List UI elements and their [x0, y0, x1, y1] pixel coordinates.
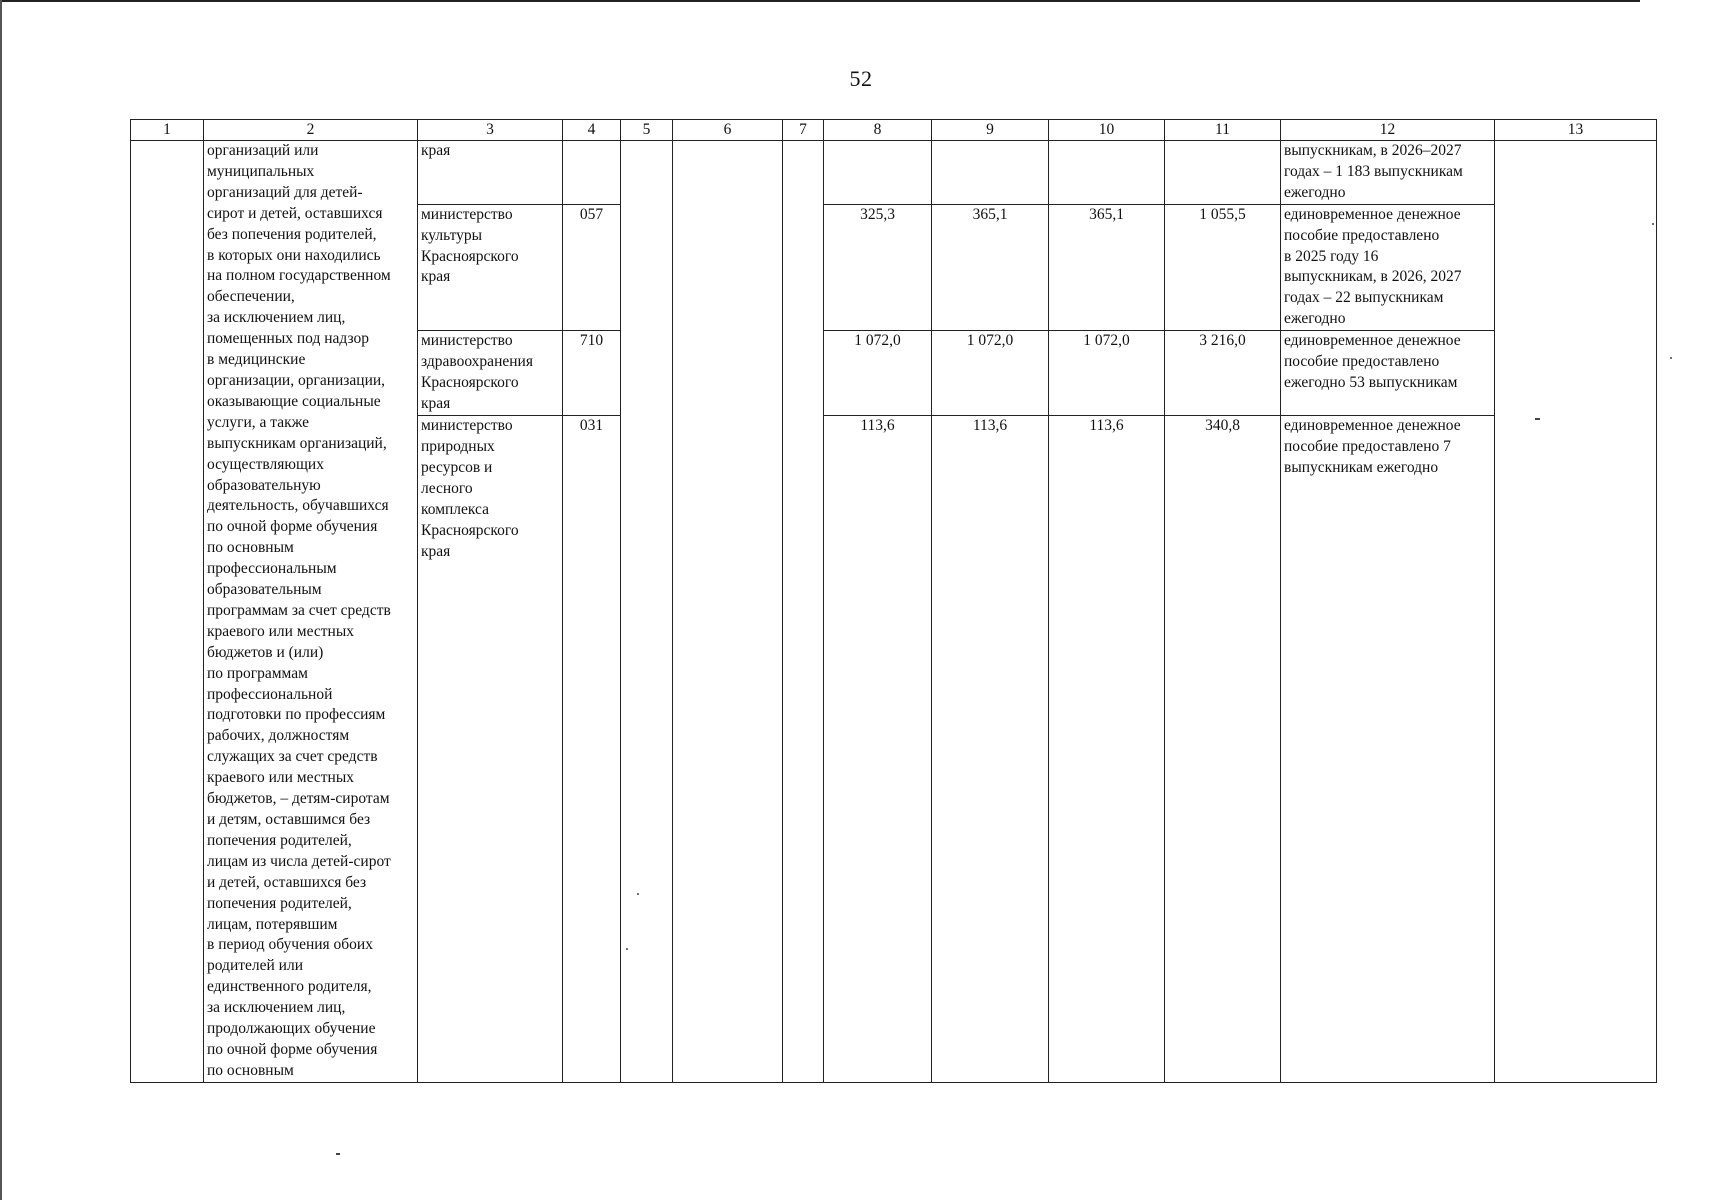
value-cell-9: 365,1 [932, 204, 1049, 331]
result-cell: единовременное денежное пособие предоставлено ежегодно 53 выпускникам [1281, 331, 1495, 416]
scan-speck [1670, 357, 1672, 359]
value-cell-8 [824, 141, 932, 205]
header-cell-2: 2 [204, 120, 418, 141]
result-cell: единовременное денежное пособие предоставлено в 2025 году 16 выпускникам, в 2026, 2027 годах – 22 выпускникам ежегодно [1281, 204, 1495, 331]
header-cell-10: 10 [1049, 120, 1165, 141]
header-cell-1: 1 [131, 120, 204, 141]
header-row [131, 120, 1657, 141]
scan-speck [637, 893, 639, 895]
value-cell-8: 113,6 [824, 416, 932, 1082]
code-cell: 057 [563, 204, 621, 331]
code-cell: 031 [563, 416, 621, 1082]
executor-cell: министерство здравоохранения Красноярского края [418, 331, 563, 416]
value-cell-8: 1 072,0 [824, 331, 932, 416]
index-cell [131, 141, 204, 1083]
value-cell-11: 3 216,0 [1165, 331, 1281, 416]
measure-description-cell: организаций или муниципальных организаций для детей- сирот и детей, оставшихся без попечения родителей, в которых они находились на полном государственном обеспечении, за исключением лиц, помещенных под надзор в медицинские организации, организации, оказывающие социальные услуги, а также выпускникам организаций, осуществляющих образовательную деятельность, обучавшихся по очной форме обучения по основным профессиональным образовательным программам за счет средств краевого или местных бюджетов и (или) по программам профессиональной подготовки по профессиям рабочих, должностям служащих за счет средств краевого или местных бюджетов, – детям-сиротам и детям, оставшимся без попечения родителей, лицам из числа детей-сирот и детей, оставшихся без попечения родителей, лицам, потерявшим в период обучения обоих родителей или единственного родителя, за исключением лиц, продолжающих обучение по очной форме обучения по основным [204, 141, 418, 1083]
result-cell: единовременное денежное пособие предоставлено 7 выпускникам ежегодно [1281, 416, 1495, 1082]
executor-cell: министерство культуры Красноярского края [418, 204, 563, 331]
code-cell [563, 141, 621, 205]
value-cell-9: 113,6 [932, 416, 1049, 1082]
value-cell-11: 1 055,5 [1165, 204, 1281, 331]
value-cell-9: 1 072,0 [932, 331, 1049, 416]
table-row [131, 141, 1657, 205]
header-cell-3: 3 [418, 120, 563, 141]
result-cell: выпускникам, в 2026–2027 годах – 1 183 выпускникам ежегодно [1281, 141, 1495, 205]
header-cell-6: 6 [673, 120, 783, 141]
scan-speck [336, 1153, 340, 1155]
program-table [130, 119, 1657, 1083]
header-cell-9: 9 [932, 120, 1049, 141]
scan-speck [626, 948, 628, 950]
scan-speck [1652, 223, 1654, 225]
page-number: 52 [849, 66, 873, 91]
value-cell-11: 340,8 [1165, 416, 1281, 1082]
scan-border-top [0, 0, 1640, 2]
scan-border-left [0, 0, 2, 1200]
header-cell-7: 7 [783, 120, 824, 141]
executor-cell: края [418, 141, 563, 205]
executor-cell: министерство природных ресурсов и лесного комплекса Красноярского края [418, 416, 563, 1082]
value-cell-8: 325,3 [824, 204, 932, 331]
value-cell-11 [1165, 141, 1281, 205]
col6-cell [673, 141, 783, 1083]
scan-speck [1535, 418, 1540, 420]
col5-cell [621, 141, 673, 1083]
value-cell-10: 1 072,0 [1049, 331, 1165, 416]
header-cell-5: 5 [621, 120, 673, 141]
col13-cell [1495, 141, 1657, 1083]
header-cell-8: 8 [824, 120, 932, 141]
col7-cell [783, 141, 824, 1083]
value-cell-9 [932, 141, 1049, 205]
value-cell-10: 365,1 [1049, 204, 1165, 331]
header-cell-13: 13 [1495, 120, 1657, 141]
value-cell-10 [1049, 141, 1165, 205]
code-cell: 710 [563, 331, 621, 416]
header-cell-11: 11 [1165, 120, 1281, 141]
header-cell-4: 4 [563, 120, 621, 141]
header-cell-12: 12 [1281, 120, 1495, 141]
value-cell-10: 113,6 [1049, 416, 1165, 1082]
